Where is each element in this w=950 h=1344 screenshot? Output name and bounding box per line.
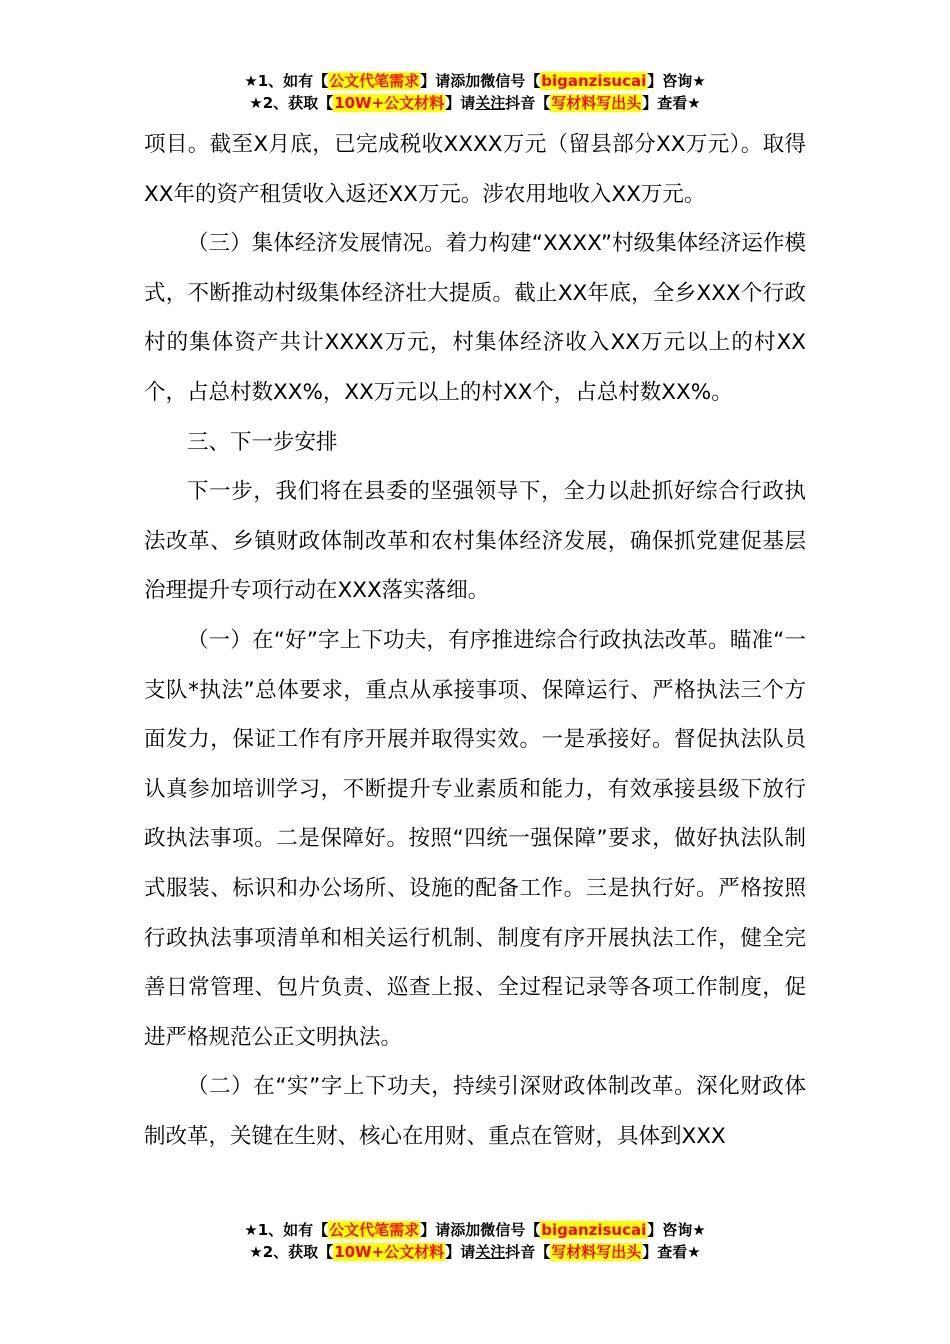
footer-promo-banner <box>0 1219 950 1263</box>
promo-line-2-prefix: ★2、获取【 <box>249 94 334 112</box>
promo-line-1-suffix: 】咨询★ <box>647 1221 706 1239</box>
promo-highlight-douyin-account: 写材料写出头 <box>551 94 642 112</box>
paragraph-law-enforcement-reform: （一）在“好”字上下功夫，有序推进综合行政执法改革。瞄准“一支队*执法”总体要求，重点从承接事项、保障运行、严格执法三个方面发力，保证工作有序开展并取得实效。一是承接好。督促执法队员认真参加培训学习，不断提升专业素质和能力，有效承接县级下放行政执法事项。二是保障好。按照“四统一强保障”要求，做好执法队制式服装、标识和办公场所、设施的配备工作。三是执行好。严格按照行政执法事项清单和相关运行机制、制度有序开展执法工作，健全完善日常管理、包片负责、巡查上报、全过程记录等各项工作制度，促进严格规范公正文明执法。 <box>144 627 806 1050</box>
promo-line-1-middle: 】请添加微信号【 <box>420 1221 541 1239</box>
promo-line-2-middle-b: 抖音【 <box>505 1243 551 1261</box>
promo-line-1 <box>0 1219 950 1241</box>
promo-line-2-follow: 关注 <box>475 94 506 112</box>
document-body <box>144 120 806 1161</box>
promo-line-2-middle-a: 】请 <box>445 1243 476 1261</box>
paragraph-collective-economy: （三）集体经济发展情况。着力构建“XXXX”村级集体经济运作模式，不断推动村级集体经济壮大提质。截止XX年底，全乡XXX个行政村的集体资产共计XXXX万元，村集体经济收入XX万元以上的村XX个，占总村数XX%，XX万元以上的村XX个，占总村数XX%。 <box>144 231 806 405</box>
paragraph-continuation: 项目。截至X月底，已完成税收XXXX万元（留县部分XX万元）。取得XX年的资产租赁收入返还XX万元。涉农用地收入XX万元。 <box>144 132 806 207</box>
section-heading-next-steps: 三、下一步安排 <box>187 429 338 455</box>
promo-line-1 <box>0 70 950 92</box>
promo-highlight-writing-service: 公文代笔需求 <box>329 1221 420 1239</box>
paragraph-next-steps-intro: 下一步，我们将在县委的坚强领导下，全力以赴抓好综合行政执法改革、乡镇财政体制改革和农村集体经济发展，确保抓党建促基层治理提升专项行动在XXX落实落细。 <box>144 479 806 604</box>
promo-highlight-writing-service: 公文代笔需求 <box>329 72 420 90</box>
promo-line-1-prefix: ★1、如有【 <box>244 72 329 90</box>
promo-line-2-follow: 关注 <box>475 1243 506 1261</box>
promo-line-2-middle-b: 抖音【 <box>505 94 551 112</box>
promo-line-2-middle-a: 】请 <box>445 94 476 112</box>
header-promo-banner <box>0 70 950 114</box>
promo-highlight-wechat-id: biganzisucai <box>541 72 647 90</box>
promo-line-2 <box>0 1241 950 1263</box>
promo-line-2-suffix: 】查看★ <box>642 94 701 112</box>
promo-line-2-prefix: ★2、获取【 <box>249 1243 334 1261</box>
promo-highlight-materials: 10W+公文材料 <box>334 1243 445 1261</box>
promo-line-2 <box>0 92 950 114</box>
promo-highlight-douyin-account: 写材料写出头 <box>551 1243 642 1261</box>
promo-highlight-materials: 10W+公文材料 <box>334 94 445 112</box>
promo-line-1-suffix: 】咨询★ <box>647 72 706 90</box>
promo-highlight-wechat-id: biganzisucai <box>541 1221 647 1239</box>
paragraph-fiscal-reform: （二）在“实”字上下功夫，持续引深财政体制改革。深化财政体制改革，关键在生财、核心在用财、重点在管财，具体到XXX <box>144 1074 806 1149</box>
promo-line-1-prefix: ★1、如有【 <box>244 1221 329 1239</box>
promo-line-2-suffix: 】查看★ <box>642 1243 701 1261</box>
promo-line-1-middle: 】请添加微信号【 <box>420 72 541 90</box>
